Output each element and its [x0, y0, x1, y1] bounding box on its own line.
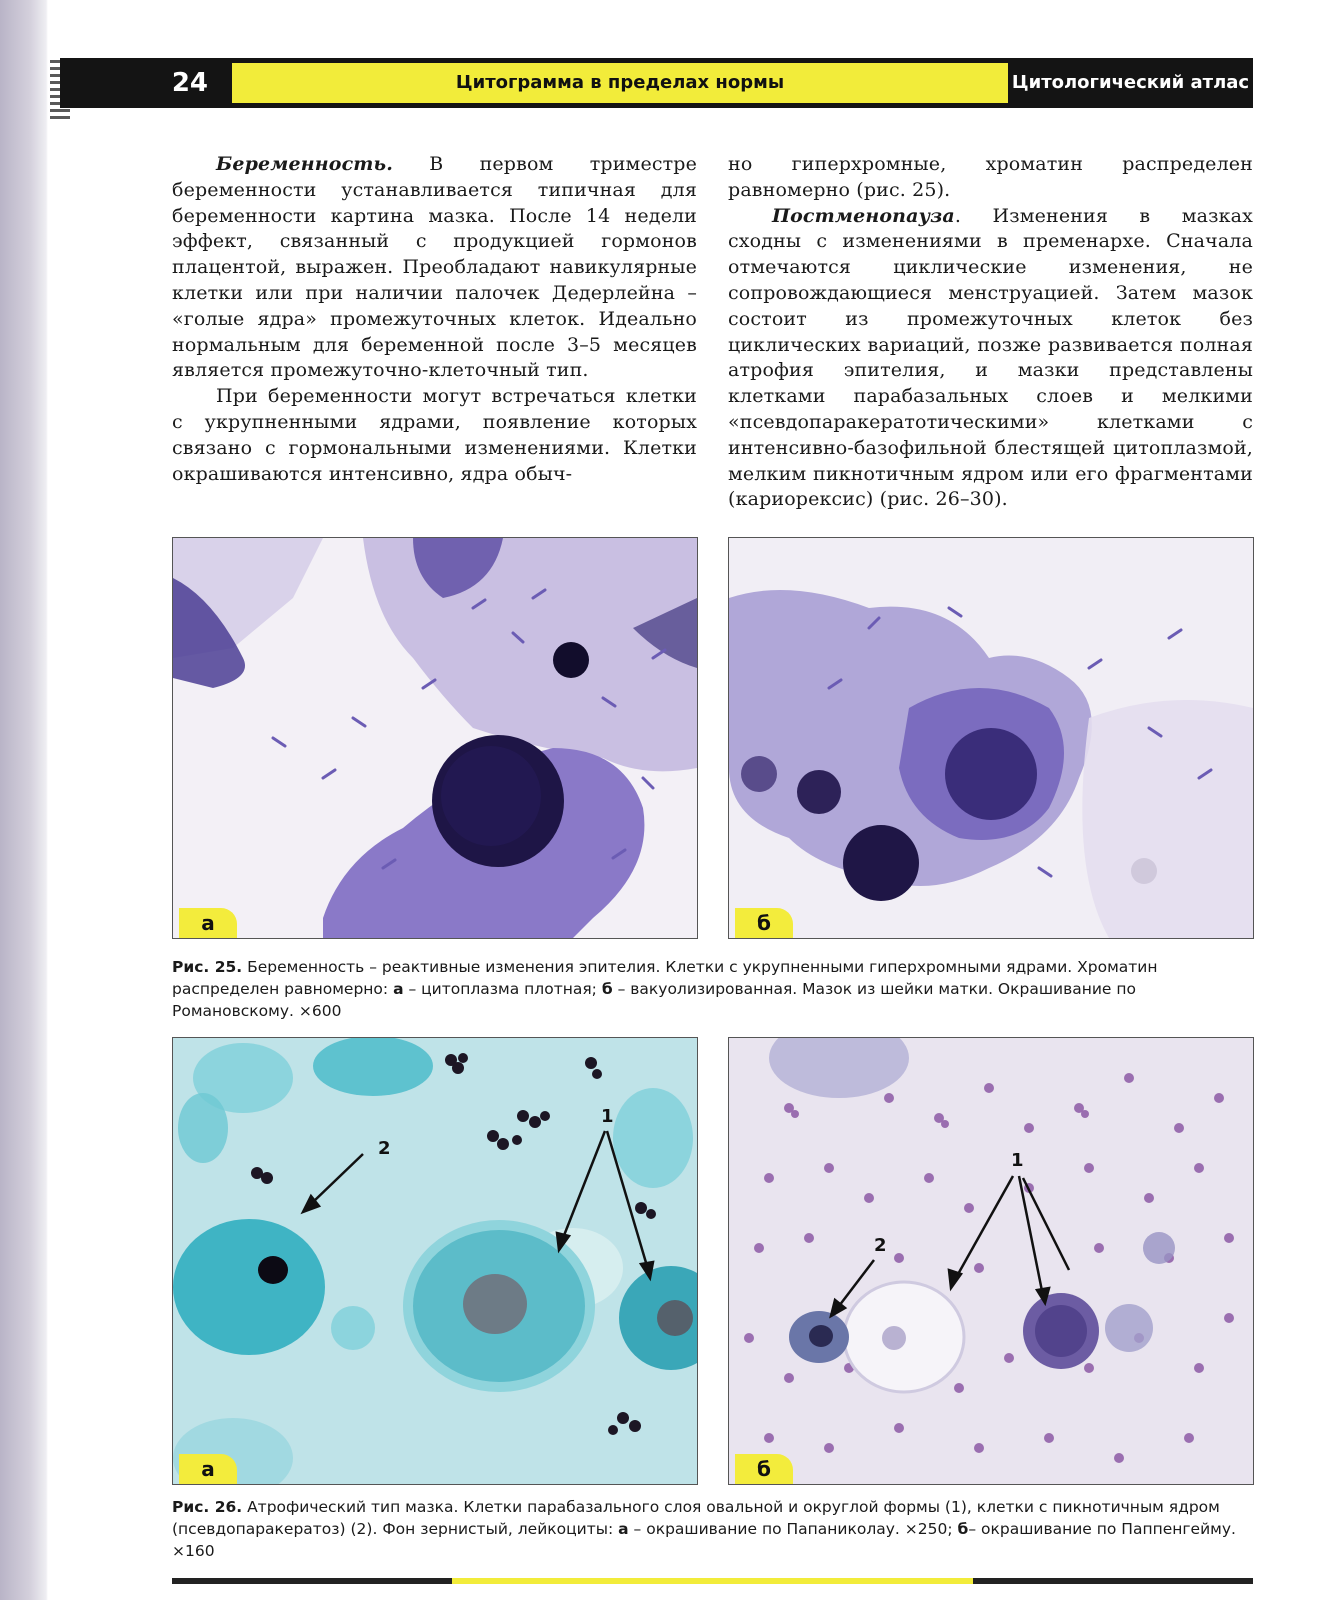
footer-rule-right	[973, 1578, 1253, 1584]
figure-26-number: Рис. 26.	[172, 1498, 243, 1516]
figure-25-caption-b: б	[601, 980, 613, 998]
figure-25-caption-b-text: – вакуолизированная. Мазок из шейки матки. Окрашивание по Романовскому. ×600	[172, 980, 1136, 1020]
page-binding-edge	[0, 0, 48, 1600]
figure-26a-photo	[172, 1037, 698, 1485]
paragraph-pregnancy	[172, 152, 697, 384]
paragraph-pregnancy-body: В первом триместре беременности устанавливается типичная для беременности картина мазка. После 14 недели эффект, связанный с продукцией гормонов плацентой, выражен. Преобладают навикулярные клетки или при наличии палочек Дедерлейна – «голые ядра» промежуточных клеток. Идеально нормальным для беременной после 3–5 месяцев является промежуточно-клеточный тип.	[172, 153, 697, 382]
term-postmenopause: Постменопауза	[772, 204, 955, 227]
figure-26-caption-b: б	[957, 1520, 969, 1538]
footer-rule	[172, 1578, 1253, 1584]
figure-26-caption-a: а	[618, 1520, 629, 1538]
figure-25-caption-text: Беременность – реактивные изменения эпителия. Клетки с укрупненными гиперхромными ядрами. Хроматин распределен равномерно:	[172, 958, 1158, 998]
figure-26b-label: б	[735, 1454, 793, 1484]
figure-25-caption-a-text: – цитоплазма плотная;	[403, 980, 602, 998]
figure-25b-label: б	[735, 908, 793, 938]
page-number: 24	[60, 58, 232, 108]
figure-25a-photo	[172, 537, 698, 939]
paragraph-postmenopause	[728, 204, 1253, 514]
figure-26a-arrow-1-label: 1	[601, 1106, 614, 1127]
figure-26b-arrow-1-label: 1	[1011, 1150, 1024, 1171]
page-header	[60, 58, 1253, 108]
figure-26-caption-a-text: – окрашивание по Папаниколау. ×250;	[628, 1520, 958, 1538]
paragraph-postmenopause-body: . Изменения в мазках сходны с изменениями в пременархе. Сначала отмечаются циклические изменения, не сопровождающиеся менструацией. Затем мазок состоит из промежуточных клеток без циклических вариаций, позже развивается полная атрофия эпителия, и мазки представлены клетками парабазальных слоев и мелкими «псевдопаракератотическими» клетками с интенсивно-базофильной блестящей цитоплазмой, мелким пикнотичным ядром или его фрагментами (кариорексис) (рис. 26–30).	[728, 204, 1253, 511]
figure-26-caption-b-text: – окрашивание по Паппенгейму. ×160	[172, 1520, 1236, 1560]
term-pregnancy: Беременность.	[216, 153, 393, 175]
book-title: Цитологический атлас	[1008, 58, 1253, 108]
figure-25a-label: а	[179, 908, 237, 938]
figure-25-caption-a: а	[393, 980, 404, 998]
figure-26b-arrow-2-label: 2	[874, 1235, 887, 1256]
figure-25-number: Рис. 25.	[172, 958, 243, 976]
figure-25-caption	[172, 956, 1253, 1022]
figure-26-caption	[172, 1496, 1253, 1562]
paragraph-continuation: но гиперхромные, хроматин распределен равномерно (рис. 25).	[728, 153, 1253, 201]
section-title: Цитограмма в пределах нормы	[232, 58, 1008, 108]
figure-26-caption-text: Атрофический тип мазка. Клетки парабазального слоя овальной и округлой формы (1), клетки с пикнотичным ядром (псевдопаракератоз) (2). Фон зернистый, лейкоциты:	[172, 1498, 1220, 1538]
figure-26a-label: а	[179, 1454, 237, 1484]
figure-25b-photo	[728, 537, 1254, 939]
text-column-left	[172, 152, 697, 487]
footer-rule-left	[172, 1578, 452, 1584]
text-column-right	[728, 152, 1253, 513]
paragraph-enlarged-nuclei: При беременности могут встречаться клетки с укрупненными ядрами, появление которых связано с гормональными изменениями. Клетки окрашиваются интенсивно, ядра обыч-	[172, 385, 697, 485]
figure-26b-photo	[728, 1037, 1254, 1485]
figure-26a-arrow-2-label: 2	[378, 1138, 391, 1159]
